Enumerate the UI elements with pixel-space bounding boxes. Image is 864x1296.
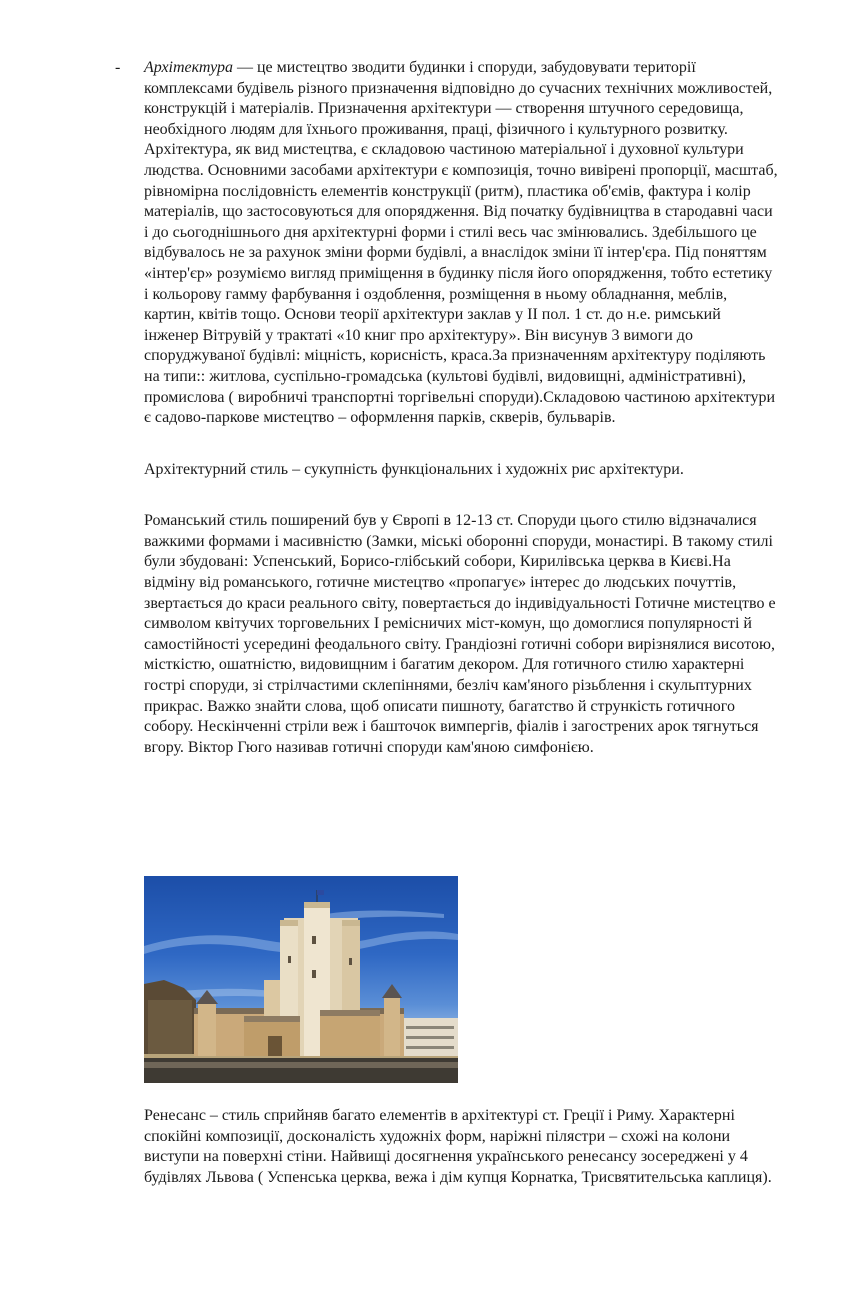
document-body — [115, 58, 778, 758]
architecture-term: Архітектура — [144, 59, 233, 76]
castle-photo — [144, 876, 458, 1083]
romanesque-gothic-paragraph: Романський стиль поширений був у Європі в 12-13 ст. Споруди цього стилю відзначалися важкими формами і масивністю (Замки, міські оборонні споруди, монастирі. В такому стилі були збудовані: Успенський, Борисо-глібський собори, Кирилівська церква в Києві.На відміну від романського, готичне мистецтво «пропагує» інтерес до людських почуттів, звертається до краси реального світу, повертається до індивідуальності Готичне мистецтво е символом квітучих торговельних І ремісничих міст-комун, що домоглися популярності й самостійності усередині феодального світу. Грандіозні готичні собори вирізнялися висотою, місткістю, ошатністю, видовищним і багатим декором. Для готичного стилю характерні гострі споруди, зі стрілчастими склепіннями, безліч кам'яного різьблення і скульптурних прикрас. Важко знайти слова, щоб описати пишноту, багатство й стрункість готичного собору. Нескінченні стріли веж і башточок вимпергів, фіалів і загострених арок тягнуться вгору. Віктор Гюго називав готичні споруди кам'яною симфонією. — [144, 512, 776, 756]
renaissance-paragraph: Ренесанс – стиль сприйняв багато елементів в архітектурі ст. Греції і Риму. Характерні спокійні композиції, досконалість художніх форм, наріжні пілястри – схожі на колони виступи на поверхні стіни. Найвищі досягнення українського ренесансу зосереджені у 4 будівлях Львова ( Успенська церква, вежа і дім купця Корнатка, Трисвятительська каплиця). — [144, 1107, 772, 1186]
castle-illustration — [144, 876, 458, 1083]
architecture-paragraph — [115, 58, 778, 429]
bullet-marker: - — [115, 59, 121, 76]
style-definition-paragraph: Архітектурний стиль – сукупність функціональних і художніх рис архітектури. — [144, 460, 684, 478]
architecture-definition: — це мистецтво зводити будинки і споруди, забудовувати території комплексами будівель різного призначення відповідно до сучасних технічних можливостей, конструкцій і матеріалів. Призначення архітектури — створення штучного середовища, необхідного людям для їхнього проживання, праці, фізичного і культурного розвитку. Архітектура, як вид мистецтва, є складовою частиною матеріальної і духовної культури людства. Основними засобами архітектури є композиція, точно вивірені пропорції, масштаб, рівномірна послідовність елементів конструкції (ритм), пластика об'ємів, фактура і колір матеріалів, що застосовуються для опорядження. Від початку будівництва в стародавні часи і до сьогоднішнього дня архітектурні форми і стилі весь час змінювались. Здебільшого це відбувалось не за рахунок зміни форми будівлі, а внаслідок зміни її інтер'єра. Під поняттям «інтер'єр» розуміємо вигляд приміщення в будинку після його опорядження, тобто естетику і кольорову гамму фарбування і оздоблення, розміщення в ньому обладнання, меблів, картин, квітів тощо. Основи теорії архітектури заклав у II пол. 1 ст. до н.е. римський інженер Вітрувій у трактаті «10 книг про архітектуру». Він висунув 3 вимоги до споруджуваної будівлі: міцність, корисність, краса.За призначенням архітектуру поділяють на типи:: житлова, суспільно-громадська (культові будівлі, видовищні, адміністративні), промислова ( виробничі транспортні торгівельні споруди).Складовою частиною архітектури є садово-паркове мистецтво – оформлення парків, скверів, бульварів. — [144, 59, 778, 427]
